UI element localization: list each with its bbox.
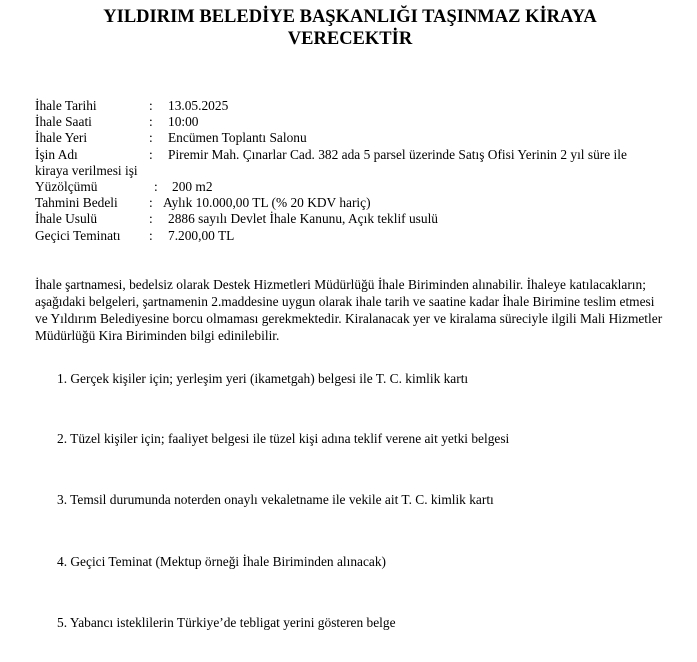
info-colon: : <box>149 211 153 227</box>
info-value: 200 m2 <box>172 179 213 195</box>
info-colon: : <box>149 195 153 211</box>
title-line-1: YILDIRIM BELEDİYE BAŞKANLIĞI TAŞINMAZ KİRAYA <box>103 7 597 27</box>
info-value: 2886 sayılı Devlet İhale Kanunu, Açık teklif usulü <box>168 211 438 227</box>
info-colon: : <box>154 179 158 195</box>
info-colon: : <box>149 130 153 146</box>
info-label: İhale Tarihi <box>35 98 97 113</box>
info-row-job-name <box>35 147 675 163</box>
info-row-estimated-price <box>35 195 675 211</box>
requirement-item: 5. Yabancı isteklilerin Türkiye’de tebligat yerini gösteren belge <box>57 615 396 630</box>
notice-paragraph: İhale şartnamesi, bedelsiz olarak Destek Hizmetleri Müdürlüğü İhale Biriminden alınabilir. İhaleye katılacakların; aşağıdaki belgeleri, şartnamenin 2.maddesine uygun olarak ihale tarih ve saatine kadar İhale Birimine teslim etmesi ve Yıldırım Belediyesine borcu olmaması gerekmektedir. Kiralanacak yer ve kiralama süreciyle ilgili Mali Hizmetler Müdürlüğü Kira Biriminden bilgi edinilebilir. <box>35 277 663 343</box>
info-value: 13.05.2025 <box>168 98 229 113</box>
requirement-item: 2. Tüzel kişiler için; faaliyet belgesi ile tüzel kişi adına teklif verene ait yetki belgesi <box>57 431 510 446</box>
info-value: 7.200,00 TL <box>168 227 235 243</box>
info-colon: : <box>149 98 153 113</box>
info-row-tender-place <box>35 130 675 146</box>
info-row-temporary-guarantee <box>35 228 675 244</box>
info-row-job-name-continuation <box>35 163 675 179</box>
requirement-item: 1. Gerçek kişiler için; yerleşim yeri (ikametgah) belgesi ile T. C. kimlik kartı <box>57 371 469 386</box>
info-label: Geçici Teminatı <box>35 227 121 243</box>
info-value: Piremir Mah. Çınarlar Cad. 382 ada 5 parsel üzerinde Satış Ofisi Yerinin 2 yıl süre ile <box>168 146 627 162</box>
notice-title <box>40 6 660 50</box>
info-label: İhale Usulü <box>35 211 98 227</box>
info-colon: : <box>149 146 153 162</box>
info-row-tender-method <box>35 211 675 227</box>
info-row-tender-time <box>35 114 675 130</box>
info-label: İhale Saati <box>35 114 92 130</box>
info-value: Aylık 10.000,00 TL (% 20 KDV hariç) <box>163 195 371 211</box>
info-value-continuation: kiraya verilmesi işi <box>35 162 138 178</box>
requirement-item: 3. Temsil durumunda noterden onaylı vekaletname ile vekile ait T. C. kimlik kartı <box>57 492 494 507</box>
info-label: Yüzölçümü <box>35 179 98 195</box>
requirement-item: 4. Geçici Teminat (Mektup örneği İhale Biriminden alınacak) <box>57 554 387 569</box>
title-line-2: VERECEKTİR <box>287 29 413 49</box>
info-colon: : <box>149 114 153 130</box>
info-row-area <box>35 179 675 195</box>
info-value: Encümen Toplantı Salonu <box>168 130 307 146</box>
info-label: Tahmini Bedeli <box>35 195 118 211</box>
info-label: İşin Adı <box>35 146 78 162</box>
tender-info-block <box>35 98 675 244</box>
info-row-tender-date <box>35 98 675 114</box>
info-label: İhale Yeri <box>35 130 88 146</box>
info-value: 10:00 <box>168 114 199 130</box>
info-colon: : <box>149 227 153 243</box>
